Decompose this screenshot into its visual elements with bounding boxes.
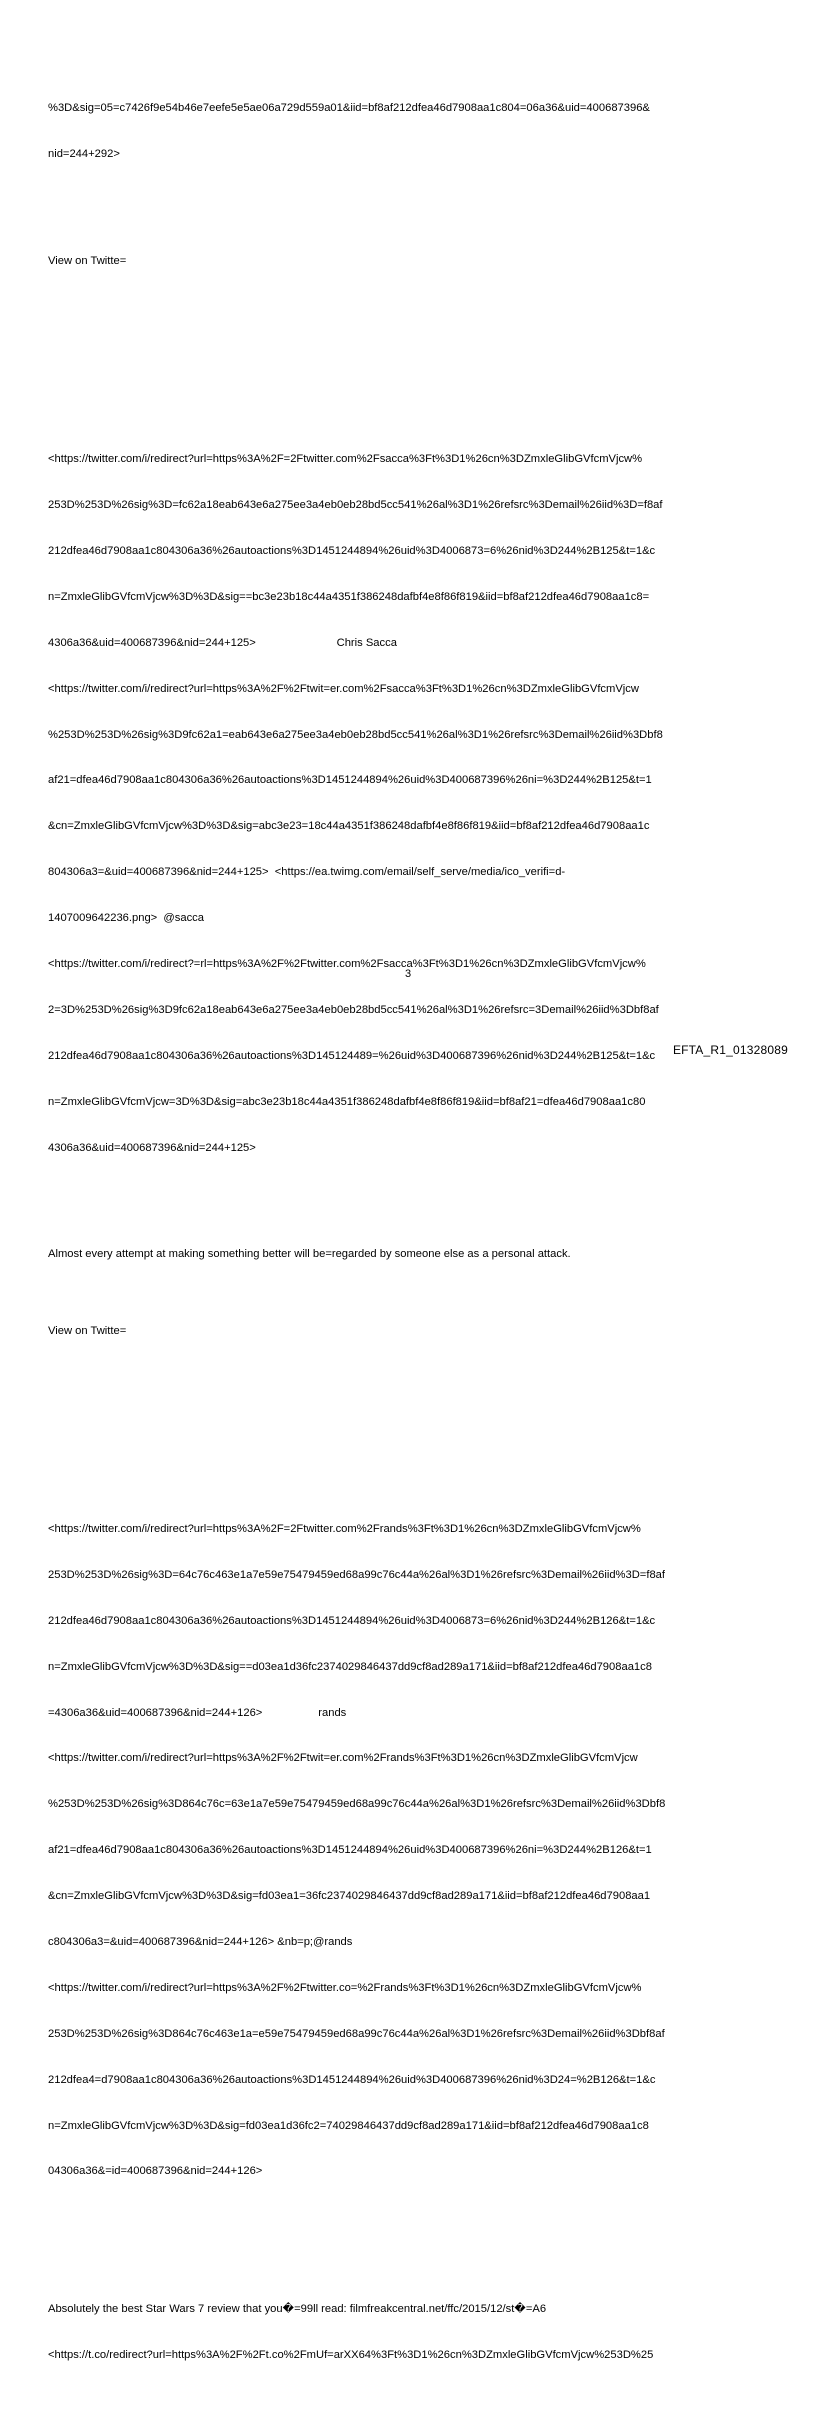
text-line: 1407009642236.png> @sacca [48, 912, 204, 925]
text-line: 212dfea4=d7908aa1c804306a36%26autoactions%3D1451244894%26uid%3D400687396%26nid%3D24=%2B126&t=1&c [48, 2073, 656, 2086]
text-line: <https://twitter.com/i/redirect?url=https%3A%2F%2Ftwit=er.com%2Frands%3Ft%3D1%26cn%3DZmxleGlibGVfcmVjcw [48, 1752, 638, 1765]
text-line: <https://twitter.com/i/redirect?url=https%3A%2F=2Ftwitter.com%2Frands%3Ft%3D1%26cn%3DZmxleGlibGVfcmVjcw% [48, 1522, 641, 1535]
text-line: af21=dfea46d7908aa1c804306a36%26autoactions%3D1451244894%26uid%3D400687396%26ni=%3D244%2B125&t=1 [48, 774, 652, 787]
text-line: %253D%253D%26sig%3D864c76c=63e1a7e59e75479459ed68a99c76c44a%26al%3D1%26refsrc%3Demail%26iid%3Dbf8 [48, 1798, 666, 1811]
text-line: n=ZmxleGlibGVfcmVjcw%3D%3D&sig==d03ea1d36fc2374029846437dd9cf8ad289a171&iid=bf8af212dfea46d7908aa1c8 [48, 1660, 652, 1673]
text-line: nid=244+292> [48, 148, 120, 161]
text-line: 212dfea46d7908aa1c804306a36%26autoactions%3D1451244894%26uid%3D4006873=6%26nid%3D244%2B126&t=1&c [48, 1614, 656, 1627]
text-line: <https://twitter.com/i/redirect?url=https%3A%2F%2Ftwit=er.com%2Fsacca%3Ft%3D1%26cn%3DZmxleGlibGVfcmVjcw [48, 682, 639, 695]
text-line: 4306a36&uid=400687396&nid=244+125> Chris Sacca [48, 636, 397, 649]
text-line: %253D%253D%26sig%3D9fc62a1=eab643e6a275ee3a4eb0eb28bd5cc541%26al%3D1%26refsrc%3Demail%26iid%3Dbf8 [48, 728, 663, 741]
text-line: 212dfea46d7908aa1c804306a36%26autoactions%3D145124489=%26uid%3D400687396%26nid%3D244%2B125&t=1&c [48, 1049, 656, 1062]
page-number: 3 [404, 968, 412, 980]
text-line: 2=3D%253D%26sig%3D9fc62a18eab643e6a275ee3a4eb0eb28bd5cc541%26al%3D1%26refsrc=3Demail%26iid%3Dbf8af [48, 1003, 659, 1016]
text-line: &cn=ZmxleGlibGVfcmVjcw%3D%3D&sig=abc3e23=18c44a4351f386248dafbf4e8f86f819&iid=bf8af212dfea46d7908aa1c [48, 820, 650, 833]
text-line: n=ZmxleGlibGVfcmVjcw%3D%3D&sig=fd03ea1d36fc2=74029846437dd9cf8ad289a171&iid=bf8af212dfea46d7908aa1c8 [48, 2119, 649, 2132]
text-line: c804306a3=&uid=400687396&nid=244+126> &nb=p;@rands [48, 1935, 353, 1948]
bottom-text-block [48, 2271, 774, 2393]
text-line: &cn=ZmxleGlibGVfcmVjcw%3D%3D&sig=fd03ea1=36fc2374029846437dd9cf8ad289a171&iid=bf8af212dfea46d7908aa1 [48, 1890, 651, 1903]
text-line: <https://twitter.com/i/redirect?url=https%3A%2F=2Ftwitter.com%2Fsacca%3Ft%3D1%26cn%3DZmxleGlibGVfcmVjcw% [48, 453, 643, 466]
text-line: 253D%253D%26sig%3D864c76c463e1a=e59e75479459ed68a99c76c44a%26al%3D1%26refsrc%3Demail%26iid%3Dbf8af [48, 2027, 665, 2040]
text-line: 4306a36&uid=400687396&nid=244+125> [48, 1141, 256, 1154]
text-line: <https://twitter.com/i/redirect?=rl=https%3A%2F%2Ftwitter.com%2Fsacca%3Ft%3D1%26cn%3DZmxleGlibGVfcmVjcw% [48, 958, 646, 971]
text-line: %3D&sig=05=c7426f9e54b46e7eefe5e5ae06a729d559a01&iid=bf8af212dfea46d7908aa1c804=06a36&uid=400687396& [48, 102, 650, 115]
tweet-quote-text: Almost every attempt at making something better will be=regarded by someone else as a personal attack. [48, 1248, 571, 1261]
text-line: n=ZmxleGlibGVfcmVjcw=3D%3D&sig=abc3e23b18c44a4351f386248dafbf4e8f86f819&iid=bf8af21=dfea46d7908aa1c80 [48, 1095, 646, 1108]
tweet-url-block-rands [48, 1491, 774, 2210]
text-line: <https://twitter.com/i/redirect?url=https%3A%2F%2Ftwitter.co=%2Frands%3Ft%3D1%26cn%3DZmxleGlibGVfcmVjcw% [48, 1981, 642, 1994]
tweet-url-block-sacca [48, 422, 774, 1187]
text-line: af21=dfea46d7908aa1c804306a36%26autoactions%3D1451244894%26uid%3D400687396%26ni=%3D244%2B126&t=1 [48, 1844, 652, 1857]
text-line: 804306a3=&uid=400687396&nid=244+125> <https://ea.twimg.com/email/self_serve/media/ico_verifi=d- [48, 866, 566, 879]
text-line: 04306a36&=id=400687396&nid=244+126> [48, 2165, 263, 2178]
text-line: 253D%253D%26sig%3D=fc62a18eab643e6a275ee3a4eb0eb28bd5cc541%26al%3D1%26refsrc%3Demail%26iid%3D=f8af [48, 499, 663, 512]
text-line: 212dfea46d7908aa1c804306a36%26autoactions%3D1451244894%26uid%3D4006873=6%26nid%3D244%2B125&t=1&c [48, 545, 656, 558]
blank-gap [48, 1384, 774, 1445]
top-url-block [48, 71, 774, 193]
document-body [48, 40, 774, 2409]
text-line: <https://t.co/redirect?url=https%3A%2F%2Ft.co%2FmUf=arXX64%3Ft%3D1%26cn%3DZmxleGlibGVfcmVjcw%253D%25 [48, 2348, 654, 2361]
text-line: n=ZmxleGlibGVfcmVjcw%3D%3D&sig==bc3e23b18c44a4351f386248dafbf4e8f86f819&iid=bf8af212dfea46d7908aa1c8= [48, 590, 650, 603]
view-on-twitter-text: View on Twitte= [48, 1324, 127, 1337]
text-line: =4306a36&uid=400687396&nid=244+126> rands [48, 1706, 347, 1719]
view-on-twitter-text: View on Twitte= [48, 254, 127, 267]
bates-number: EFTA_R1_01328089 [672, 1043, 788, 1057]
text-line: Absolutely the best Star Wars 7 review that you�=99ll read: filmfreakcentral.net/ffc/2015/12/st�=A6 [48, 2302, 547, 2315]
text-line: 253D%253D%26sig%3D=64c76c463e1a7e59e75479459ed68a99c76c44a%26al%3D1%26refsrc%3Demail%26iid%3D=f8af [48, 1568, 665, 1581]
blank-gap [48, 315, 774, 376]
